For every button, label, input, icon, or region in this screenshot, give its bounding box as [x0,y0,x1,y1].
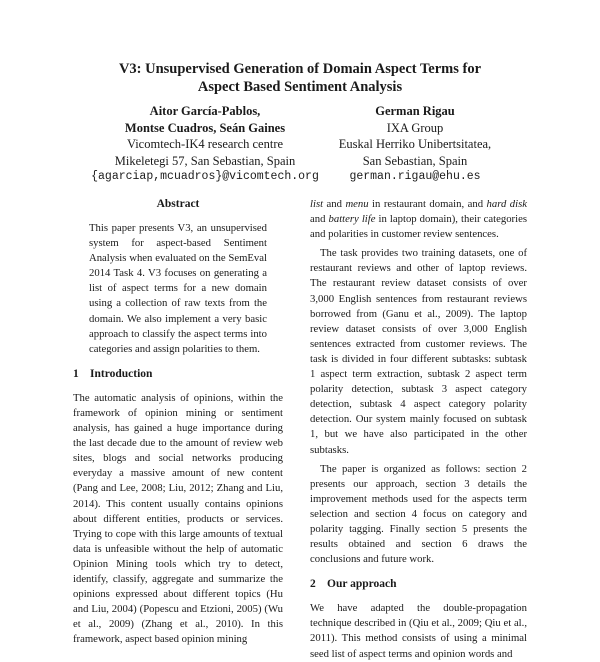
organization-paragraph: The paper is organized as follows: section 2 presents our approach, section 3 details the improvement methods used for the aspects term selection and section 4 focus on category and polarity tagging. Finally section 5 presents the results obtained and section 6 draws the conclusions and future work. [310,462,527,566]
section-number: 1 [73,367,79,380]
author-block-left [70,103,340,186]
title-line-2: Aspect Based Sentiment Analysis [197,79,403,95]
author-institution: Euskal Herriko Unibertsitatea, [338,137,492,151]
abstract-heading: Abstract [156,198,200,210]
author-block-right [320,103,510,186]
section-heading-our-approach [310,577,527,591]
section-number: 2 [310,578,316,591]
abstract-text: This paper presents V3, an unsupervised system for aspect-based Sentiment Analysis when evaluated on the SemEval 2014 Task 4. V3 focuses on generating a list of aspect terms for a new domain using a collection of raw texts from the domain. We also implement a very basic approach to classify the aspect terms into categories and assign polarities to them. [89,222,267,355]
text-run: and [310,213,329,226]
left-column [73,197,283,647]
italic-term: menu [345,198,369,210]
author-names-line-1: Aitor García-Pablos, [149,104,261,118]
right-column [310,197,527,662]
author-address: Mikeletegi 57, San Sebastian, Spain [114,153,296,168]
author-email: {agarciap,mcuadros}@vicomtech.org [91,170,319,183]
author-names-line-2: Montse Cuadros, Seán Gaines [124,120,286,135]
italic-term: battery life [328,213,376,226]
author-email: german.rigau@ehu.es [349,170,481,183]
section-title: Introduction [90,367,153,380]
title-line-1: V3: Unsupervised Generation of Domain Aspect Terms for [118,61,482,77]
approach-text: We have adapted the double-propagation technique described in (Qiu et al., 2009; Qiu et al., 2011). This method consists of using a minimal seed list of aspect terms and opinion words and [310,602,527,660]
italic-term: hard disk [486,198,528,210]
text-run: in restaurant domain, and [368,198,487,210]
section-heading-introduction [73,367,283,381]
author-affiliation: Vicomtech-IK4 research centre [126,137,284,151]
continued-paragraph [310,197,527,242]
author-affiliation: IXA Group [386,120,444,135]
author-name: German Rigau [375,104,455,118]
author-address: San Sebastian, Spain [362,153,468,168]
text-run: and [323,198,346,210]
introduction-text: The automatic analysis of opinions, within the framework of opinion mining or sentiment analysis, has gained a huge importance during the last decade due to the amount of review web sites, blogs and social networks producing everyday a massive amount of new content (Pang and Lee, 2008; Liu, 2012; Zhang and Liu, 2014). This content usually contains opinions about different entities, products or services. Trying to cope with this large amounts of textual data is unfeasible without the help of automatic Opinion Mining tools which try to detect, identify, classify, aggregate and summarize the opinions expressed about different topics (Hu and Liu, 2004) (Popescu and Etzioni, 2005) (Wu et al., 2009) (Zhang et al., 2010). In this framework, aspect based opinion mining [73,391,283,646]
section-title: Our approach [327,578,397,591]
paper-title [0,60,600,96]
text-run: in laptop domain), their categories and polarities in customer review sentences. [310,213,527,241]
datasets-paragraph: The task provides two training datasets, one of restaurant reviews and other of laptop reviews. The restaurant review dataset consists of over 3,000 English sentences from restaurant reviews borrowed from (Ganu et al., 2009). The laptop review dataset consists of over 3,000 English sentences extracted from customer reviews. The task is divided in four different subtasks: subtask 1 aspect term extraction, subtask 2 aspect term polarity detection, subtask 3 aspect category detection, subtask 4 aspect category polarity detection. Our system mainly focused on subtask 1, but we have also participated in the other subtasks. [310,247,527,456]
italic-term: list [310,198,324,210]
